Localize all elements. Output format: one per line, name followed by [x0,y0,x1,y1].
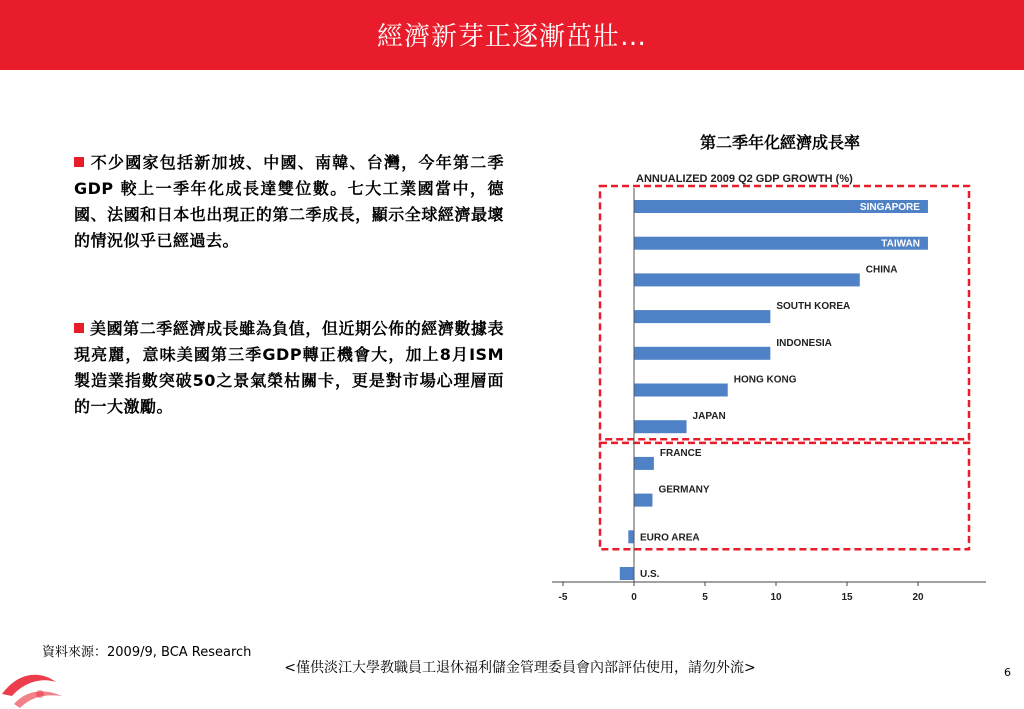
bar-label: INDONESIA [776,337,832,349]
bar-label: TAIWAN [881,238,920,250]
bar-label: JAPAN [692,411,726,423]
x-tick-label: 15 [841,592,853,603]
bar-label: U.S. [640,569,660,580]
chart-title: ANNUALIZED 2009 Q2 GDP GROWTH (%) [636,173,853,185]
bar-china [634,273,860,286]
x-tick-label: 10 [770,592,782,603]
bullet-text: 美國第二季經濟成長雖為負值，但近期公佈的經濟數據表現亮麗，意味美國第三季GDP轉正機會大，加上8月ISM製造業指數突破50之景氣榮枯關卡，更是對市場心理層面的一大激勵。 [74,319,504,416]
bar-indonesia [634,347,770,360]
bullet-text: 不少國家包括新加坡、中國、南韓、台灣，今年第二季GDP 較上一季年化成長達雙位數。七大工業國當中，德國、法國和日本也出現正的第二季成長，顯示全球經濟最壞的情況似乎已經過去。 [74,153,504,250]
gdp-growth-chart [548,162,988,610]
bars-layer [620,200,928,580]
bar-label: EURO AREA [640,532,700,544]
bar-euro-area [628,530,634,543]
page-number: 6 [1004,666,1011,679]
bar-japan [634,420,687,433]
chart-caption: 第二季年化經濟成長率 [699,133,860,152]
bar-label: CHINA [865,264,898,276]
square-bullet-icon [74,323,84,333]
source-note: 資料來源：2009/9, BCA Research [42,645,252,660]
header-bar [0,0,1024,70]
bar-france [634,457,654,470]
bar-label: HONG KONG [733,374,797,386]
bar-label: SINGAPORE [859,202,920,213]
bar-label: SOUTH KOREA [776,301,851,313]
bar-label: GERMANY [658,484,710,496]
disclaimer-text: <僅供淡江大學教職員工退休福利儲金管理委員會內部評估使用，請勿外流> [284,660,756,676]
bar-u-s [620,567,634,580]
x-tick-label: 20 [912,592,924,603]
square-bullet-icon [74,157,84,167]
bar-germany [634,494,652,507]
x-tick-label: 5 [702,592,708,603]
x-axis [552,188,986,603]
page-title: 經濟新芽正逐漸茁壯… [376,22,647,52]
x-tick-label: -5 [558,592,568,603]
bullet-item-us-outlook [74,316,504,420]
x-tick-label: 0 [631,592,637,603]
bar-hong-kong [634,384,728,397]
bar-south-korea [634,310,770,323]
bar-label: FRANCE [659,447,702,459]
logo-swoosh-icon [0,664,70,709]
bullet-item-asia-growth [74,150,504,254]
